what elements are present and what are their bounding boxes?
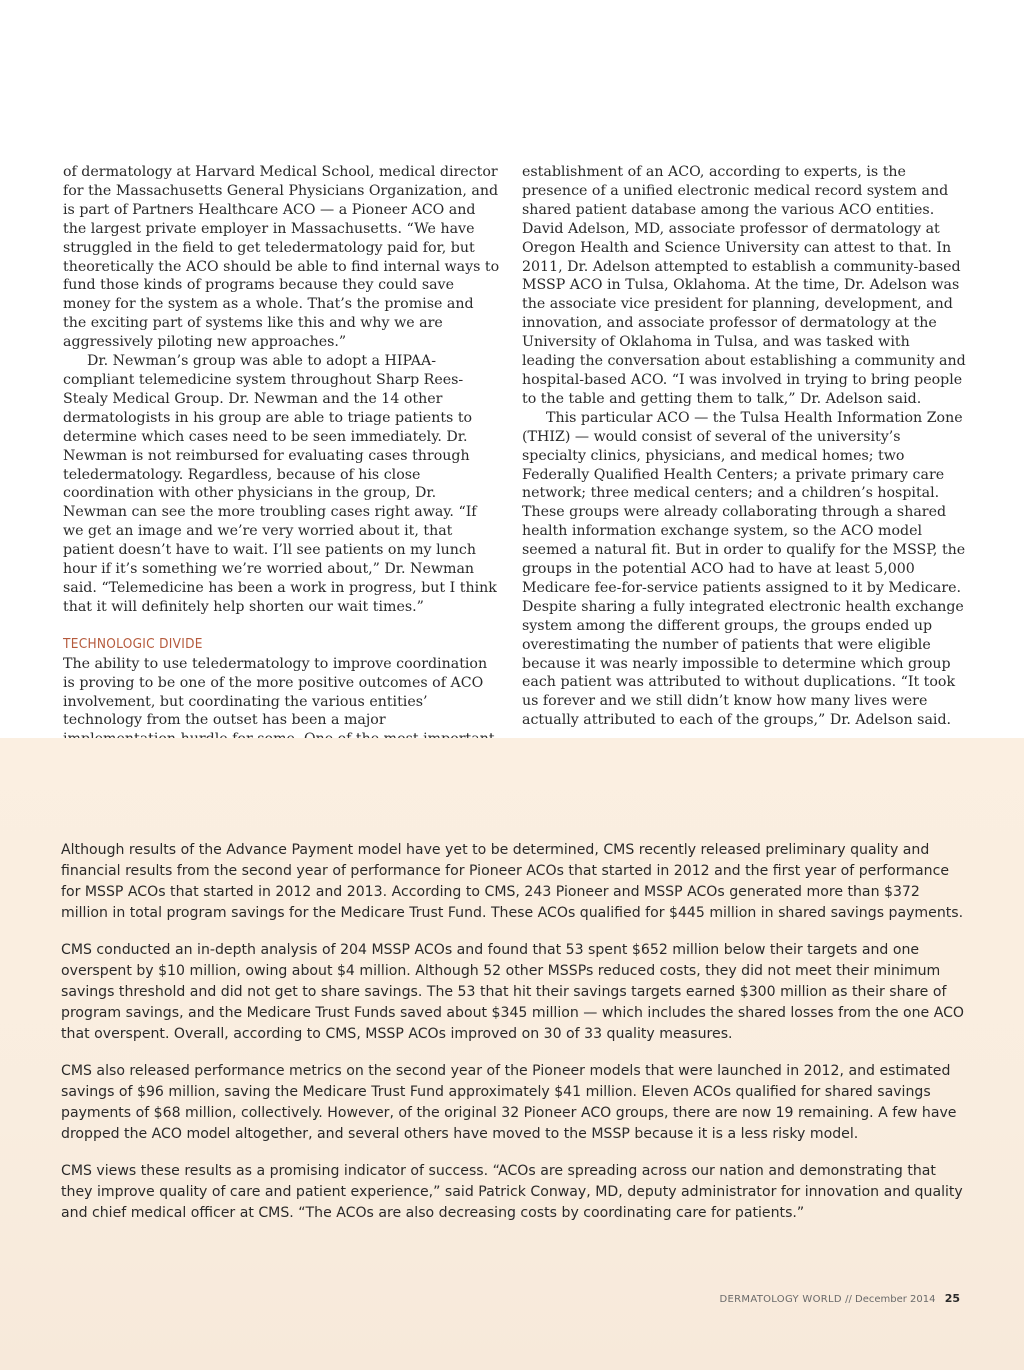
article-paragraph: The ability to use teledermatology to improve coordination is proving to be one of the more positive outcomes of ACO involvement, but coordinating the various entities’ technology from the outset has been a major xyxy=(63,655,488,729)
article-left-column xyxy=(63,163,501,768)
article-paragraph: This particular ACO — the Tulsa Health Information Zone (THIZ) — would consist of several of the university’s specialty clinics, physicians, and medical homes; two Federally Qualified Health Centers; a private primary care network; three medical centers; and a children’s hospital. These groups were already collaborating through a shared health information exchange system, so the ACO model seemed a natural fit. But in order to qualify for the MSSP, the groups in the potential ACO had to have at least 5,000 Medicare fee-for-service patients assigned to it by Medicare. Despite sharing a fully integrated electronic health exchange system among the different groups, the groups ended up overestimating the number of patients that were eligible because it was nearly impossible to determine which group each patient was attributed to without duplications. “It took us forever and we still didn’t know how many lives were actually attributed to each of the groups,” Dr. Adelson said. xyxy=(522,409,966,729)
article-paragraph: of dermatology at Harvard Medical School, medical director for the Massachusetts General Physicians Organization, and is part of Partners Healthcare ACO — a Pioneer ACO and the largest private employer in Massachusetts. “We have struggled in the field to get teledermatology paid for, but theoretically the ACO should be able to find internal ways to fund those kinds of programs because they could save money for the system as a whole. That’s the promise and the exciting part of systems like this and why we are aggressively piloting new approaches.” xyxy=(63,164,500,351)
issue-date: December 2014 xyxy=(855,1294,936,1305)
footer-separator: // xyxy=(845,1294,852,1305)
sidebar-text xyxy=(61,840,966,1240)
section-heading: TECHNOLOGIC DIVIDE xyxy=(63,635,203,652)
article-right-column xyxy=(522,163,966,730)
page-number: 25 xyxy=(944,1292,960,1305)
publication-name: DERMATOLOGY WORLD xyxy=(719,1294,842,1305)
sidebar-paragraph: CMS conducted an in-depth analysis of 204 MSSP ACOs and found that 53 spent $652 million below their targets and one overspent by $10 million, owing about $4 million. Although 52 other MSSPs reduced costs, they did not meet their minimum savings threshold and did not get to share savings. The 53 that hit their savings targets earned $300 million as their share of program savings, and the Medicare Trust Funds saved about $345 million — which includes the shared losses from the one ACO that overspent. Overall, according to CMS, MSSP ACOs improved on 30 of 33 quality measures. xyxy=(61,942,965,1042)
page-footer xyxy=(720,1292,960,1305)
sidebar-paragraph: CMS also released performance metrics on the second year of the Pioneer models that were launched in 2012, and estimated savings of $96 million, saving the Medicare Trust Fund approximately $41 million. Eleven ACOs qualified for shared savings payments of $68 million, collectively. However, of the original 32 Pioneer ACO groups, there are now 19 remaining. A few have dropped the ACO model altogether, and several others have moved to the MSSP because it is a less risky model. xyxy=(61,1063,957,1142)
sidebar-paragraph: Although results of the Advance Payment model have yet to be determined, CMS recently released preliminary quality and financial results from the second year of performance for Pioneer ACOs that started in 2012 and the first year of performance for MSSP ACOs that started in 2012 and 2013. According to CMS, 243 Pioneer and MSSP ACOs generated more than $372 million in total program savings for the Medicare Trust Fund. These ACOs qualified for $445 million in shared savings payments. xyxy=(61,842,964,921)
sidebar-paragraph: CMS views these results as a promising indicator of success. “ACOs are spreading across our nation and demonstrating that they improve quality of care and patient experience,” said Patrick Conway, MD, deputy administrator for innovation and quality and chief medical officer at CMS. “The ACOs are also decreasing costs by coordinating care for patients.” xyxy=(61,1163,963,1221)
article-paragraph: Dr. Newman’s group was able to adopt a HIPAA-compliant telemedicine system throughout Sharp Rees-Stealy Medical Group. Dr. Newman and the 14 other dermatologists in his group are able to triage patients to determine which cases need to be seen immediately. Dr. Newman is not reimbursed for evaluating cases through teledermatology. Regardless, because of his close coordination with other physicians in the group, Dr. Newman can see the more troubling cases right away. “If we get an image and we’re very worried about it, that patient doesn’t have to wait. I’ll see patients on my lunch hour if it’s something we’re worried about,” Dr. Newman said. “Telemedicine has been a work in progress, but I think that it will definitely help shorten our wait times.” xyxy=(63,353,497,615)
article-paragraph: establishment of an ACO, according to experts, is the presence of a unified electronic medical record system and shared patient database among the various ACO entities. David Adelson, MD, associate professor of dermatology at Oregon Health and Science University can attest to that. In 2011, Dr. Adelson attempted to establish a community-based MSSP ACO in Tulsa, Oklahoma. At the time, Dr. Adelson was the associate vice president for planning, development, and innovation, and associate professor of dermatology at the University of Oklahoma in Tulsa, and was tasked with leading the conversation about establishing a community and hospital-based ACO. “I was involved in trying to bring people to the table and getting them to talk,” Dr. Adelson said. xyxy=(522,164,966,407)
